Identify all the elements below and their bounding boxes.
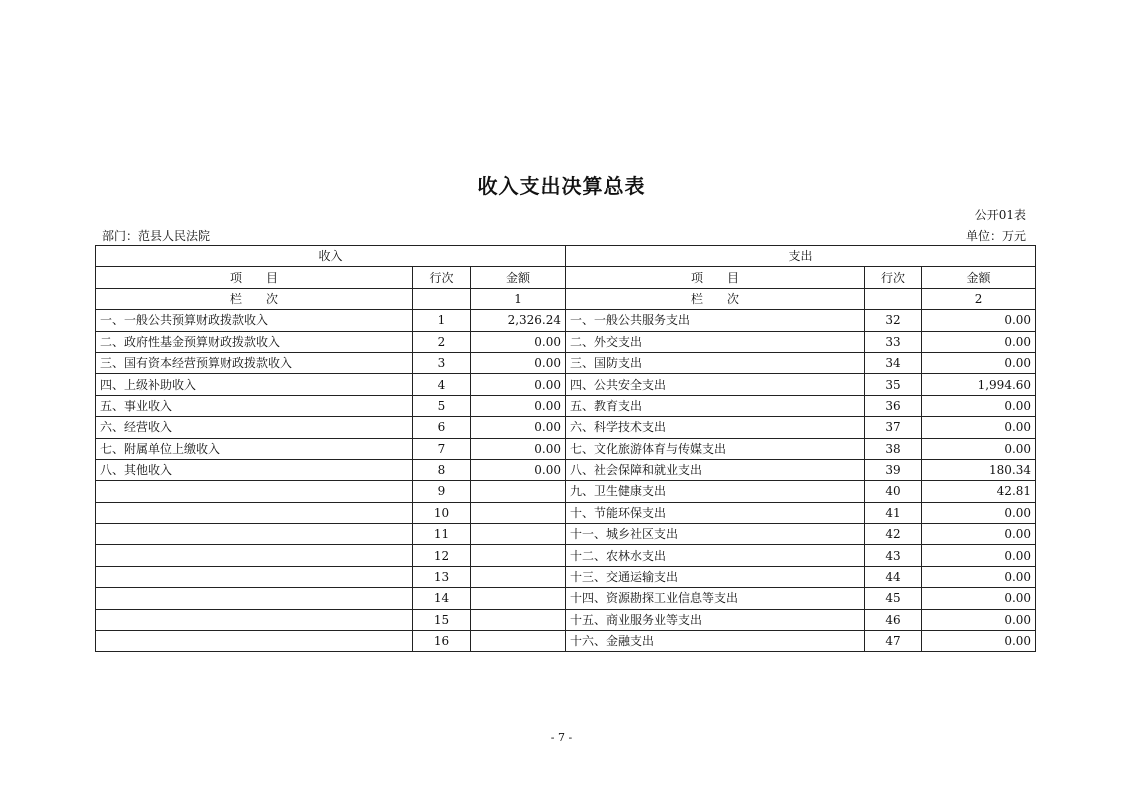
table-row — [96, 374, 1036, 395]
expense-amount-cell: 0.00 — [922, 588, 1036, 609]
expense-amount-cell: 0.00 — [922, 566, 1036, 587]
income-column-number: 1 — [471, 288, 566, 309]
income-amount-cell — [471, 609, 566, 630]
income-item-cell — [96, 588, 413, 609]
expense-item-cell: 十四、资源勘探工业信息等支出 — [566, 588, 865, 609]
income-row-no-cell: 16 — [413, 631, 471, 652]
expense-amount-cell: 0.00 — [922, 545, 1036, 566]
expense-item-cell: 五、教育支出 — [566, 395, 865, 416]
expense-item-cell: 十五、商业服务业等支出 — [566, 609, 865, 630]
table-row — [96, 566, 1036, 587]
expense-item-cell: 十一、城乡社区支出 — [566, 524, 865, 545]
expense-item-cell: 七、文化旅游体育与传媒支出 — [566, 438, 865, 459]
section-header-row — [96, 246, 1036, 267]
table-row — [96, 631, 1036, 652]
income-item-header: 项 目 — [96, 267, 413, 288]
expense-row-no-cell: 37 — [865, 417, 922, 438]
expense-row-no-cell: 35 — [865, 374, 922, 395]
income-item-cell: 八、其他收入 — [96, 459, 413, 480]
expense-row-no-cell: 40 — [865, 481, 922, 502]
expense-item-header: 项 目 — [566, 267, 865, 288]
form-number: 公开01表 — [974, 208, 1026, 222]
table-row — [96, 438, 1036, 459]
income-amount-cell — [471, 502, 566, 523]
expense-item-cell: 九、卫生健康支出 — [566, 481, 865, 502]
expense-row-no-cell: 44 — [865, 566, 922, 587]
income-amount-cell: 0.00 — [471, 331, 566, 352]
income-row-no-cell: 7 — [413, 438, 471, 459]
expense-item-cell: 二、外交支出 — [566, 331, 865, 352]
income-amount-cell: 0.00 — [471, 417, 566, 438]
expense-row-no-cell: 46 — [865, 609, 922, 630]
expense-amount-cell: 180.34 — [922, 459, 1036, 480]
income-amount-cell: 0.00 — [471, 395, 566, 416]
income-row-no-cell: 15 — [413, 609, 471, 630]
income-row-no-cell: 12 — [413, 545, 471, 566]
expense-item-cell: 八、社会保障和就业支出 — [566, 459, 865, 480]
income-row-no-cell: 6 — [413, 417, 471, 438]
income-amount-cell — [471, 631, 566, 652]
table-row — [96, 310, 1036, 331]
income-column-label: 栏 次 — [96, 288, 413, 309]
income-row-no-cell: 3 — [413, 352, 471, 373]
expense-row-no-header: 行次 — [865, 267, 922, 288]
income-amount-cell: 0.00 — [471, 374, 566, 395]
income-amount-cell — [471, 545, 566, 566]
table-row — [96, 417, 1036, 438]
income-item-cell — [96, 545, 413, 566]
income-item-cell: 一、一般公共预算财政拨款收入 — [96, 310, 413, 331]
expense-row-no-cell: 42 — [865, 524, 922, 545]
expense-section-header: 支出 — [566, 246, 1036, 267]
income-amount-header: 金额 — [471, 267, 566, 288]
unit-label: 单位：万元 — [965, 229, 1026, 243]
income-row-no-cell: 8 — [413, 459, 471, 480]
income-item-cell: 二、政府性基金预算财政拨款收入 — [96, 331, 413, 352]
income-row-no-cell: 2 — [413, 331, 471, 352]
page-title: 收入支出决算总表 — [477, 174, 646, 198]
expense-item-cell: 一、一般公共服务支出 — [566, 310, 865, 331]
expense-amount-header: 金额 — [922, 267, 1036, 288]
income-row-no-cell: 10 — [413, 502, 471, 523]
expense-amount-cell: 0.00 — [922, 395, 1036, 416]
table-row — [96, 588, 1036, 609]
income-section-header: 收入 — [96, 246, 566, 267]
expense-amount-cell: 0.00 — [922, 310, 1036, 331]
income-amount-cell — [471, 588, 566, 609]
expense-item-cell: 十六、金融支出 — [566, 631, 865, 652]
income-amount-cell: 0.00 — [471, 459, 566, 480]
expense-amount-cell: 0.00 — [922, 631, 1036, 652]
expense-amount-cell: 0.00 — [922, 524, 1036, 545]
income-amount-cell — [471, 566, 566, 587]
income-row-no-cell: 11 — [413, 524, 471, 545]
income-item-cell: 五、事业收入 — [96, 395, 413, 416]
page-number: - 7 - — [550, 731, 573, 744]
expense-item-cell: 六、科学技术支出 — [566, 417, 865, 438]
expense-item-cell: 四、公共安全支出 — [566, 374, 865, 395]
income-item-cell — [96, 566, 413, 587]
expense-row-no-cell: 39 — [865, 459, 922, 480]
income-expense-table — [95, 245, 1036, 652]
income-item-cell — [96, 481, 413, 502]
income-item-cell — [96, 524, 413, 545]
income-amount-cell — [471, 524, 566, 545]
department-label: 部门：范县人民法院 — [102, 229, 211, 243]
expense-column-number: 2 — [922, 288, 1036, 309]
income-row-no-cell: 14 — [413, 588, 471, 609]
table-row — [96, 352, 1036, 373]
expense-row-no-cell: 41 — [865, 502, 922, 523]
expense-amount-cell: 1,994.60 — [922, 374, 1036, 395]
income-item-cell — [96, 609, 413, 630]
income-row-no-cell: 5 — [413, 395, 471, 416]
expense-row-no-cell: 43 — [865, 545, 922, 566]
income-row-no-cell: 9 — [413, 481, 471, 502]
income-item-cell: 四、上级补助收入 — [96, 374, 413, 395]
income-item-cell — [96, 502, 413, 523]
table-row — [96, 524, 1036, 545]
expense-row-no-cell: 45 — [865, 588, 922, 609]
column-index-row — [96, 288, 1036, 309]
income-column-blank — [413, 288, 471, 309]
income-amount-cell — [471, 481, 566, 502]
income-item-cell: 七、附属单位上缴收入 — [96, 438, 413, 459]
expense-item-cell: 三、国防支出 — [566, 352, 865, 373]
table-row — [96, 481, 1036, 502]
expense-amount-cell: 0.00 — [922, 417, 1036, 438]
table-row — [96, 331, 1036, 352]
expense-row-no-cell: 33 — [865, 331, 922, 352]
table-row — [96, 545, 1036, 566]
column-header-row — [96, 267, 1036, 288]
expense-row-no-cell: 34 — [865, 352, 922, 373]
expense-amount-cell: 0.00 — [922, 331, 1036, 352]
expense-row-no-cell: 36 — [865, 395, 922, 416]
expense-row-no-cell: 38 — [865, 438, 922, 459]
income-item-cell: 六、经营收入 — [96, 417, 413, 438]
income-row-no-cell: 4 — [413, 374, 471, 395]
expense-amount-cell: 0.00 — [922, 609, 1036, 630]
expense-column-label: 栏 次 — [566, 288, 865, 309]
expense-row-no-cell: 32 — [865, 310, 922, 331]
expense-amount-cell: 0.00 — [922, 438, 1036, 459]
table-row — [96, 395, 1036, 416]
table-row — [96, 609, 1036, 630]
expense-item-cell: 十三、交通运输支出 — [566, 566, 865, 587]
table-row — [96, 459, 1036, 480]
expense-item-cell: 十、节能环保支出 — [566, 502, 865, 523]
income-item-cell — [96, 631, 413, 652]
income-item-cell: 三、国有资本经营预算财政拨款收入 — [96, 352, 413, 373]
expense-amount-cell: 0.00 — [922, 352, 1036, 373]
expense-amount-cell: 0.00 — [922, 502, 1036, 523]
expense-amount-cell: 42.81 — [922, 481, 1036, 502]
income-row-no-cell: 13 — [413, 566, 471, 587]
table-row — [96, 502, 1036, 523]
expense-column-blank — [865, 288, 922, 309]
income-row-no-cell: 1 — [413, 310, 471, 331]
expense-row-no-cell: 47 — [865, 631, 922, 652]
income-row-no-header: 行次 — [413, 267, 471, 288]
income-amount-cell: 2,326.24 — [471, 310, 566, 331]
income-amount-cell: 0.00 — [471, 352, 566, 373]
income-amount-cell: 0.00 — [471, 438, 566, 459]
expense-item-cell: 十二、农林水支出 — [566, 545, 865, 566]
